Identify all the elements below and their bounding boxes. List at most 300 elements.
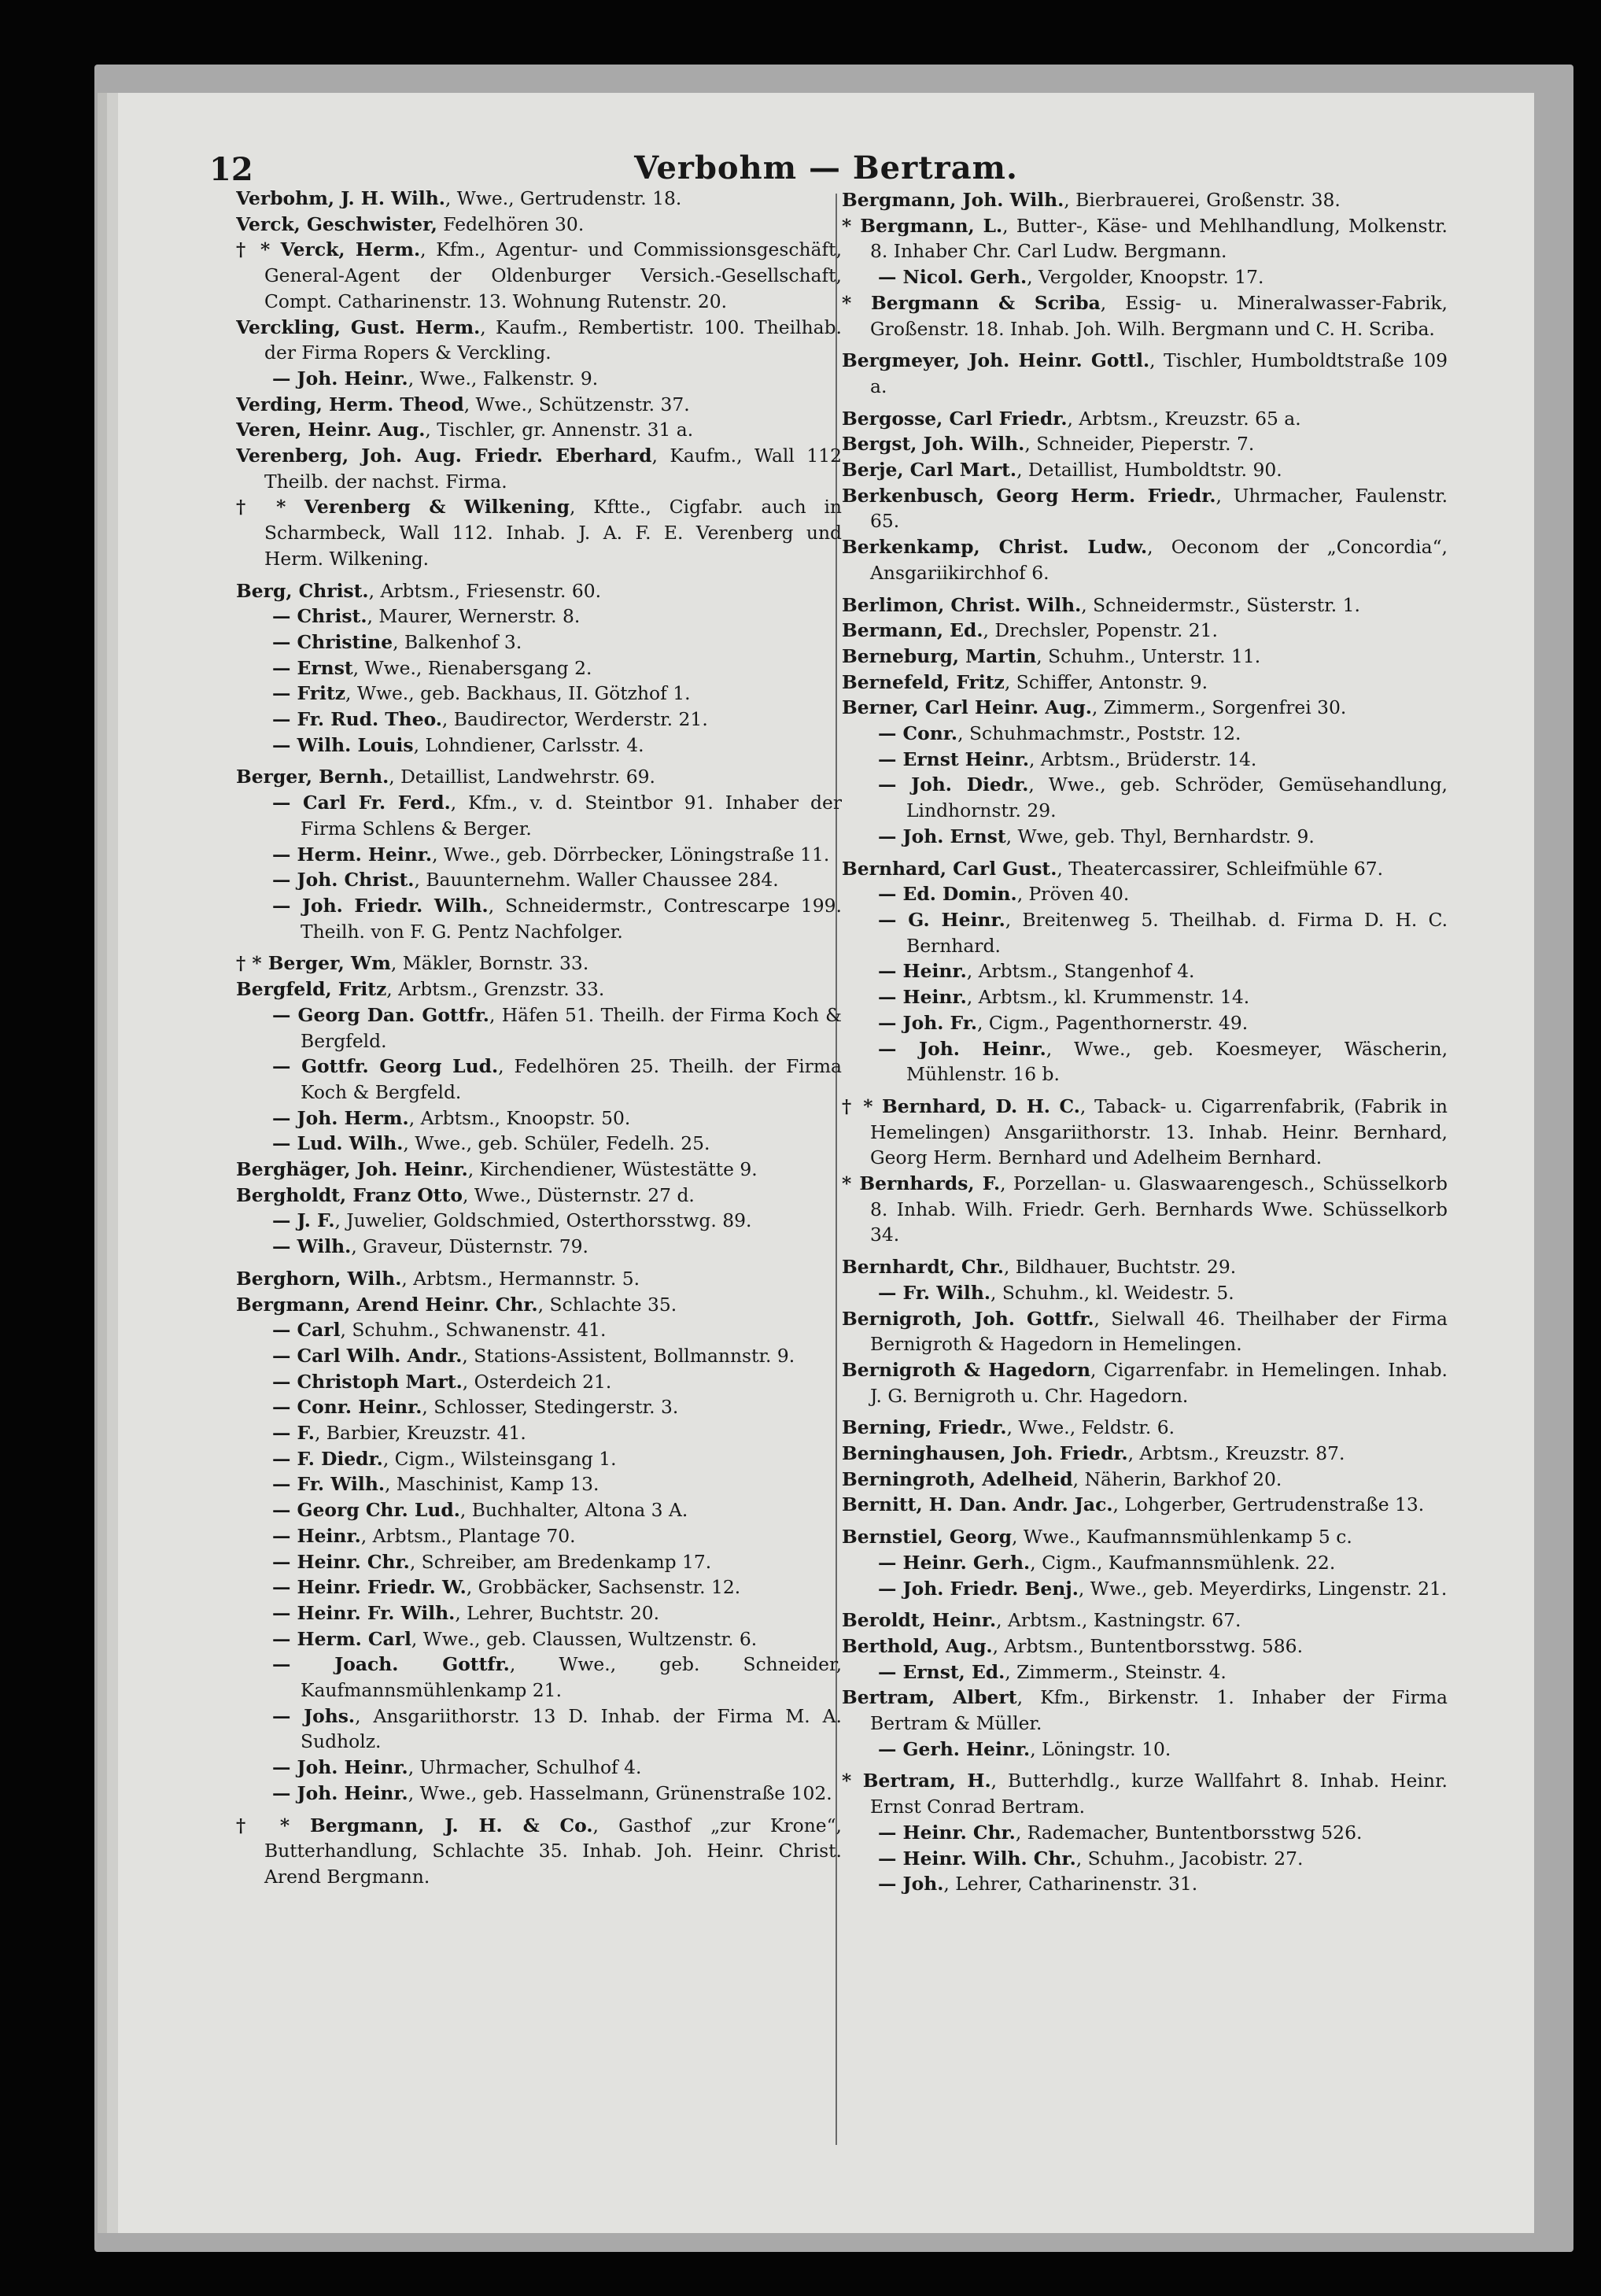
entry-name: — Heinr. Chr. bbox=[272, 1550, 410, 1573]
entry-name: Verck, Herm. bbox=[280, 238, 421, 261]
entry-details: , Arbtsm., Hermannstr. 5. bbox=[401, 1267, 640, 1290]
entry-details: , Uhrmacher, Schulhof 4. bbox=[408, 1756, 642, 1779]
entry-name: Verding, Herm. Theod bbox=[236, 393, 464, 415]
directory-entry bbox=[236, 417, 842, 443]
entry-name: Bergmann, Joh. Wilh. bbox=[842, 189, 1064, 211]
running-head: Verbohm — Bertram. bbox=[634, 149, 1018, 186]
entry-details: , Kaufm., Wall 112 Theilb. der nachst. Firma. bbox=[264, 445, 842, 493]
entry-name: Verckling, Gust. Herm. bbox=[236, 316, 481, 338]
directory-entry bbox=[236, 186, 842, 212]
entry-name: — Joh. Herm. bbox=[272, 1106, 409, 1129]
entry-details: , Wwe., Rienabersgang 2. bbox=[352, 656, 592, 679]
directory-entry bbox=[842, 1608, 1448, 1633]
entry-details: , Häfen 51. Theilh. der Firma Koch & Bergfeld. bbox=[301, 1003, 842, 1052]
entry-name: Berner, Carl Heinr. Aug. bbox=[842, 696, 1092, 719]
directory-entry bbox=[236, 1157, 842, 1183]
directory-entry bbox=[842, 1768, 1448, 1819]
entry-details: , Wwe., Kaufmannsmühlenkamp 5 c. bbox=[1012, 1526, 1352, 1549]
directory-entry bbox=[236, 1574, 842, 1600]
directory-entry bbox=[842, 431, 1448, 457]
entry-name: Bergmann, Arend Heinr. Chr. bbox=[236, 1293, 538, 1316]
left-column bbox=[236, 186, 842, 1890]
right-column bbox=[842, 187, 1448, 1897]
entry-name: Bergst, Joh. Wilh. bbox=[842, 433, 1025, 456]
entry-name: Berning, Friedr. bbox=[842, 1416, 1007, 1439]
entry-name: Beroldt, Heinr. bbox=[842, 1609, 997, 1632]
entry-details: , Gasthof „zur Krone“, Butterhandlung, Schlachte 35. Inhab. Joh. Heinr. Christ. Arend Bergmann. bbox=[264, 1814, 842, 1888]
entry-details: , Wwe., geb. Meyerdirks, Lingenstr. 21. bbox=[1078, 1577, 1448, 1600]
entry-name: Berje, Carl Mart. bbox=[842, 459, 1017, 482]
directory-entry bbox=[236, 1208, 842, 1234]
entry-name: — Joh. Ernst bbox=[878, 825, 1006, 847]
directory-entry bbox=[236, 578, 842, 604]
entry-name: Berghäger, Joh. Heinr. bbox=[236, 1158, 468, 1181]
entry-name: Verck, Geschwister, bbox=[236, 212, 437, 235]
entry-details: , Wwe., geb. Koesmeyer, Wäscherin, Mühlenstr. 16 b. bbox=[906, 1037, 1448, 1086]
directory-entry bbox=[842, 856, 1448, 882]
entry-name: — Joh. Heinr. bbox=[272, 1756, 408, 1779]
entry-details: , Arbtsm., Brüderstr. 14. bbox=[1029, 747, 1257, 770]
directory-entry bbox=[236, 315, 842, 366]
directory-entry bbox=[236, 1054, 842, 1105]
directory-entry bbox=[236, 1813, 842, 1890]
entry-details: , Theatercassirer, Schleifmühle 67. bbox=[1057, 857, 1384, 880]
directory-entry bbox=[236, 1523, 842, 1549]
directory-entry bbox=[842, 483, 1448, 534]
directory-entry bbox=[842, 1820, 1448, 1846]
entry-name: — Georg Chr. Lud. bbox=[272, 1499, 460, 1522]
entry-name: — Wilh. Louis bbox=[272, 733, 414, 756]
entry-details: , Kfm., Birkenstr. 1. Inhaber der Firma Bertram & Müller. bbox=[870, 1686, 1448, 1735]
entry-name: — Ernst bbox=[272, 656, 353, 679]
directory-entry bbox=[236, 655, 842, 681]
entry-marker: † * bbox=[236, 952, 268, 975]
entry-name: — Heinr. Friedr. W. bbox=[272, 1576, 467, 1599]
entry-name: — G. Heinr. bbox=[878, 908, 1005, 931]
entry-details: , Zimmerm., Steinstr. 4. bbox=[1005, 1660, 1227, 1683]
entry-details: , Butter-, Käse- und Mehlhandlung, Molkenstr. 8. Inhaber Chr. Carl Ludw. Bergmann. bbox=[870, 214, 1448, 263]
entry-name: Bernhard, Carl Gust. bbox=[842, 857, 1057, 880]
entry-name: Bernefeld, Fritz bbox=[842, 670, 1005, 693]
directory-entry bbox=[236, 604, 842, 629]
entry-details: , Wwe., geb. Schüler, Fedelh. 25. bbox=[403, 1132, 710, 1155]
entry-name: Bernigroth, Joh. Gottfr. bbox=[842, 1307, 1094, 1330]
entry-name: — F. bbox=[272, 1422, 315, 1445]
directory-entry bbox=[842, 721, 1448, 747]
entry-name: — Gottfr. Georg Lud. bbox=[272, 1055, 499, 1078]
entry-details: , Rademacher, Buntentborsstwg 526. bbox=[1015, 1821, 1363, 1844]
directory-entry bbox=[236, 392, 842, 418]
entry-details: , Schiffer, Antonstr. 9. bbox=[1004, 670, 1208, 693]
entry-name: — Fr. Wilh. bbox=[878, 1281, 990, 1304]
entry-name: Berg, Christ. bbox=[236, 579, 369, 602]
directory-entry bbox=[842, 824, 1448, 850]
directory-entry bbox=[236, 1266, 842, 1292]
entry-details: , Schneider, Pieperstr. 7. bbox=[1024, 433, 1255, 456]
directory-entry bbox=[842, 695, 1448, 721]
directory-entry bbox=[236, 764, 842, 790]
entry-name: — Joh. Christ. bbox=[272, 869, 415, 891]
directory-entry bbox=[236, 1394, 842, 1420]
entry-name: — Heinr. bbox=[878, 986, 967, 1009]
entry-name: — Carl Fr. Ferd. bbox=[272, 792, 451, 814]
entry-name: — Joh. Friedr. Benj. bbox=[878, 1577, 1079, 1600]
entry-name: Verenberg, Joh. Aug. Friedr. Eberhard bbox=[236, 445, 652, 467]
directory-entry bbox=[842, 907, 1448, 958]
entry-name: — Conr. bbox=[878, 722, 958, 745]
entry-details: , Vergolder, Knoopstr. 17. bbox=[1027, 266, 1264, 289]
directory-entry bbox=[842, 618, 1448, 644]
directory-entry bbox=[842, 670, 1448, 696]
directory-entry bbox=[236, 1446, 842, 1472]
entry-details: , Arbtsm., Stangenhof 4. bbox=[966, 960, 1195, 983]
entry-details: , Schuhm., Jacobistr. 27. bbox=[1075, 1847, 1304, 1870]
entry-details: , Wwe., Düsternstr. 27 d. bbox=[462, 1183, 695, 1206]
directory-entry bbox=[842, 881, 1448, 907]
entry-details: , Sielwall 46. Theilhaber der Firma Bernigroth & Hagedorn in Hemelingen. bbox=[870, 1307, 1448, 1356]
entry-details: , Barbier, Kreuzstr. 41. bbox=[314, 1422, 526, 1445]
entry-name: — Heinr. Wilh. Chr. bbox=[878, 1847, 1076, 1870]
entry-details: , Breitenweg 5. Theilhab. d. Firma D. H. C. Bernhard. bbox=[906, 908, 1448, 957]
entry-name: — Heinr. Chr. bbox=[878, 1821, 1016, 1844]
entry-name: — Fr. Wilh. bbox=[272, 1473, 385, 1496]
directory-entry bbox=[236, 1497, 842, 1523]
entry-details: , Osterdeich 21. bbox=[462, 1370, 612, 1393]
directory-entry bbox=[842, 1467, 1448, 1493]
entry-name: Berkenkamp, Christ. Ludw. bbox=[842, 536, 1148, 559]
directory-entry bbox=[842, 1633, 1448, 1659]
entry-name: Bergmann & Scriba bbox=[871, 291, 1101, 314]
entry-details: , Juwelier, Goldschmied, Osterthorsstwg. 89. bbox=[334, 1209, 752, 1232]
directory-entry bbox=[236, 1652, 842, 1703]
entry-name: — Herm. Carl bbox=[272, 1627, 411, 1650]
entry-details: , Lohndiener, Carlsstr. 4. bbox=[413, 733, 644, 756]
entry-name: — Heinr. bbox=[878, 960, 967, 983]
entry-name: Veren, Heinr. Aug. bbox=[236, 419, 426, 441]
entry-details: , Wwe., Schützenstr. 37. bbox=[463, 393, 690, 415]
directory-entry bbox=[842, 534, 1448, 585]
entry-name: Berger, Wm bbox=[267, 952, 391, 975]
entry-details: , Cigm., Kaufmannsmühlenk. 22. bbox=[1030, 1551, 1336, 1574]
entry-name: — Heinr. Gerh. bbox=[878, 1551, 1031, 1574]
directory-entry bbox=[236, 1343, 842, 1369]
directory-entry bbox=[236, 1106, 842, 1131]
entry-name: Berneburg, Martin bbox=[842, 644, 1037, 667]
entry-name: — Gerh. Heinr. bbox=[878, 1737, 1031, 1760]
directory-entry bbox=[236, 1471, 842, 1497]
entry-details: , Arbtsm., Kastningstr. 67. bbox=[996, 1609, 1241, 1632]
entry-marker: * bbox=[842, 1172, 860, 1195]
entry-name: Berthold, Aug. bbox=[842, 1634, 993, 1657]
entry-name: — Ernst, Ed. bbox=[878, 1660, 1005, 1683]
entry-name: — Joh. Fr. bbox=[878, 1011, 978, 1034]
directory-entry bbox=[236, 893, 842, 944]
entry-name: Bergholdt, Franz Otto bbox=[236, 1183, 463, 1206]
directory-entry bbox=[842, 747, 1448, 773]
directory-entry bbox=[842, 457, 1448, 483]
directory-entry bbox=[842, 290, 1448, 341]
directory-entry bbox=[842, 1576, 1448, 1602]
entry-details: , Cigm., Pagenthornerstr. 49. bbox=[977, 1011, 1249, 1034]
entry-details: , Schlosser, Stedingerstr. 3. bbox=[422, 1396, 679, 1419]
directory-entry bbox=[236, 707, 842, 733]
entry-details: , Wwe., geb. Schneider, Kaufmannsmühlenkamp 21. bbox=[301, 1653, 842, 1702]
entry-name: — Joh. Friedr. Wilh. bbox=[272, 894, 489, 917]
page-number: 12 bbox=[209, 151, 253, 188]
entry-details: , Essig- u. Mineralwasser-Fabrik, Großenstr. 18. Inhab. Joh. Wilh. Bergmann und C. H. Scriba. bbox=[870, 291, 1448, 340]
entry-details: , Schuhm., Unterstr. 11. bbox=[1036, 644, 1261, 667]
entry-name: — Christ. bbox=[272, 605, 367, 628]
entry-details: , Cigm., Wilsteinsgang 1. bbox=[382, 1447, 617, 1470]
entry-details: , Arbtsm., Friesenstr. 60. bbox=[368, 579, 602, 602]
entry-name: Bernhard, D. H. C. bbox=[882, 1094, 1080, 1117]
entry-details: , Pröven 40. bbox=[1016, 883, 1130, 906]
entry-details: , Kfm., v. d. Steintbor 91. Inhaber der Firma Schlens & Berger. bbox=[301, 792, 842, 840]
entry-name: — J. F. bbox=[272, 1209, 335, 1232]
directory-entry bbox=[842, 1871, 1448, 1897]
entry-name: — Georg Dan. Gottfr. bbox=[272, 1003, 489, 1026]
entry-name: — Joh. Diedr. bbox=[878, 773, 1029, 796]
directory-entry bbox=[236, 443, 842, 494]
directory-entry bbox=[842, 1171, 1448, 1248]
entry-details: , Schuhmachmstr., Poststr. 12. bbox=[957, 722, 1241, 745]
entry-name: Verenberg & Wilkening bbox=[304, 496, 570, 519]
entry-details: , Schneidermstr., Süsterstr. 1. bbox=[1081, 593, 1360, 616]
entry-name: — Johs. bbox=[272, 1704, 356, 1727]
directory-entry bbox=[236, 366, 842, 392]
entry-details: , Stations-Assistent, Bollmannstr. 9. bbox=[462, 1344, 795, 1367]
entry-details: , Löningstr. 10. bbox=[1030, 1737, 1171, 1760]
entry-details: , Drechsler, Popenstr. 21. bbox=[983, 619, 1218, 642]
directory-entry bbox=[236, 1317, 842, 1343]
directory-entry bbox=[236, 629, 842, 655]
entry-name: — Ed. Domin. bbox=[878, 883, 1017, 906]
entry-name: — Joh. Heinr. bbox=[272, 367, 408, 389]
entry-details: , Wwe., geb. Claussen, Wultzenstr. 6. bbox=[411, 1627, 758, 1650]
entry-details: , Schneidermstr., Contrescarpe 199. Theilh. von F. G. Pentz Nachfolger. bbox=[301, 894, 842, 943]
directory-entry bbox=[236, 1183, 842, 1209]
directory-entry bbox=[236, 1420, 842, 1446]
entry-name: — Fr. Rud. Theo. bbox=[272, 708, 442, 731]
entry-details: , Buchhalter, Altona 3 A. bbox=[459, 1499, 688, 1522]
entry-name: — F. Diedr. bbox=[272, 1447, 383, 1470]
entry-name: Bernigroth & Hagedorn bbox=[842, 1358, 1091, 1381]
directory-entry bbox=[842, 592, 1448, 618]
entry-details: , Kfm., Agentur- und Commissionsgeschäft, General-Agent der Oldenburger Versich.-Gesellschaft, Compt. Catharinenstr. 13. Wohnung Rutenstr. 20. bbox=[264, 238, 842, 312]
entry-marker: † * bbox=[236, 1814, 310, 1836]
directory-entry bbox=[236, 976, 842, 1002]
directory-entry bbox=[842, 1524, 1448, 1550]
directory-page bbox=[118, 93, 1534, 2233]
entry-marker: † * bbox=[842, 1094, 883, 1117]
directory-entry bbox=[236, 681, 842, 707]
directory-entry bbox=[842, 1094, 1448, 1171]
entry-details: , Arbtsm., Kreuzstr. 65 a. bbox=[1067, 407, 1301, 430]
directory-entry bbox=[236, 1781, 842, 1807]
entry-name: — Christine bbox=[272, 630, 393, 653]
entry-name: Bergmann, J. H. & Co. bbox=[309, 1814, 593, 1836]
entry-details: , Detaillist, Landwehrstr. 69. bbox=[389, 766, 655, 788]
entry-details: , Taback- u. Cigarrenfabrik, (Fabrik in Hemelingen) Ansgariithorstr. 13. Inhab. Heinr. Bernhard, Georg Herm. Bernhard und Adelheim Bernhard. bbox=[870, 1094, 1448, 1169]
directory-entry bbox=[842, 213, 1448, 264]
directory-entry bbox=[236, 1755, 842, 1781]
directory-entry bbox=[236, 1292, 842, 1318]
entry-details: , Wwe., geb. Backhaus, II. Götzhof 1. bbox=[345, 682, 691, 705]
directory-entry bbox=[842, 958, 1448, 984]
directory-entry bbox=[842, 1254, 1448, 1280]
entry-details: , Cigarrenfabr. in Hemelingen. Inhab. J. G. Bernigroth u. Chr. Hagedorn. bbox=[870, 1358, 1448, 1407]
entry-name: — Joh. Heinr. bbox=[878, 1037, 1046, 1060]
entry-marker: * bbox=[842, 214, 861, 237]
entry-name: Bertram, H. bbox=[862, 1770, 991, 1792]
directory-entry bbox=[236, 867, 842, 893]
directory-entry bbox=[842, 1036, 1448, 1087]
entry-details: , Lehrer, Buchtstr. 20. bbox=[455, 1601, 660, 1624]
entry-name: — Carl Wilh. Andr. bbox=[272, 1344, 463, 1367]
entry-name: — Joh. Heinr. bbox=[272, 1781, 408, 1804]
entry-name: Berlimon, Christ. Wilh. bbox=[842, 593, 1082, 616]
entry-name: Berkenbusch, Georg Herm. Friedr. bbox=[842, 484, 1216, 507]
directory-entry bbox=[236, 1369, 842, 1395]
entry-name: Bertram, Albert bbox=[842, 1686, 1017, 1709]
directory-entry bbox=[842, 772, 1448, 823]
directory-entry bbox=[236, 790, 842, 841]
entry-name: Berningroth, Adelheid bbox=[842, 1467, 1073, 1490]
entry-details: , Arbtsm., Kreuzstr. 87. bbox=[1127, 1442, 1345, 1465]
entry-name: Berninghausen, Joh. Friedr. bbox=[842, 1442, 1128, 1465]
directory-entry bbox=[842, 1685, 1448, 1736]
directory-entry bbox=[236, 1131, 842, 1157]
entry-details: , Lehrer, Catharinenstr. 31. bbox=[943, 1873, 1198, 1895]
entry-details: , Lohgerber, Gertrudenstraße 13. bbox=[1112, 1493, 1425, 1516]
entry-details: , Wwe., Gertrudenstr. 18. bbox=[445, 187, 682, 209]
directory-entry bbox=[842, 1306, 1448, 1357]
entry-marker: † * bbox=[236, 238, 281, 261]
entry-name: — Conr. Heinr. bbox=[272, 1396, 422, 1419]
entry-details: , Wwe., geb. Hasselmann, Grünenstraße 102. bbox=[408, 1781, 832, 1804]
entry-details: , Arbtsm., Grenzstr. 33. bbox=[386, 978, 605, 1001]
directory-entry bbox=[842, 644, 1448, 670]
entry-marker: * bbox=[842, 1770, 863, 1792]
directory-entry bbox=[842, 1550, 1448, 1576]
entry-name: — Fritz bbox=[272, 682, 346, 705]
entry-name: — Joh. bbox=[878, 1873, 944, 1895]
entry-details: , Graveur, Düsternstr. 79. bbox=[351, 1235, 588, 1258]
entry-details: , Schuhm., kl. Weidestr. 5. bbox=[990, 1281, 1234, 1304]
entry-name: — Lud. Wilh. bbox=[272, 1132, 404, 1155]
entry-name: Bernhards, F. bbox=[859, 1172, 1001, 1195]
entry-details: , Zimmerm., Sorgenfrei 30. bbox=[1091, 696, 1347, 719]
entry-details: , Arbtsm., Buntentborsstwg. 586. bbox=[992, 1634, 1303, 1657]
entry-details: , Kftte., Cigfabr. auch in Scharmbeck, Wall 112. Inhab. J. A. F. E. Verenberg und Herm. Wilkening. bbox=[264, 496, 842, 570]
directory-entry bbox=[236, 1549, 842, 1575]
directory-entry bbox=[842, 1441, 1448, 1467]
entry-name: — Herm. Heinr. bbox=[272, 843, 433, 866]
entry-details: , Arbtsm., kl. Krummenstr. 14. bbox=[966, 986, 1250, 1009]
entry-name: — Heinr. bbox=[272, 1524, 361, 1547]
entry-details: , Schlachte 35. bbox=[537, 1293, 677, 1316]
entry-details: , Butterhdlg., kurze Wallfahrt 8. Inhab. Heinr. Ernst Conrad Bertram. bbox=[870, 1770, 1448, 1818]
entry-details: , Baudirector, Werderstr. 21. bbox=[441, 708, 708, 731]
entry-name: — Christoph Mart. bbox=[272, 1370, 463, 1393]
directory-entry bbox=[842, 348, 1448, 399]
directory-entry bbox=[236, 1600, 842, 1626]
entry-name: Bergfeld, Fritz bbox=[236, 978, 387, 1001]
entry-details: , Wwe., Falkenstr. 9. bbox=[408, 367, 599, 389]
directory-entry bbox=[842, 1492, 1448, 1518]
entry-marker: † * bbox=[236, 496, 304, 519]
entry-details: , Porzellan- u. Glaswaarengesch., Schüsselkorb 8. Inhab. Wilh. Friedr. Gerh. Bernhards Wwe. Schüsselkorb 34. bbox=[870, 1172, 1448, 1246]
entry-name: Bermann, Ed. bbox=[842, 619, 983, 642]
entry-details: , Bierbrauerei, Großenstr. 38. bbox=[1064, 189, 1341, 211]
entry-name: — Heinr. Fr. Wilh. bbox=[272, 1601, 456, 1624]
entry-name: Bergmann, L. bbox=[860, 214, 1003, 237]
entry-details: , Arbtsm., Knoopstr. 50. bbox=[408, 1106, 631, 1129]
directory-entry bbox=[236, 237, 842, 314]
entry-details: , Wwe., Feldstr. 6. bbox=[1006, 1416, 1175, 1439]
directory-entry bbox=[842, 984, 1448, 1010]
directory-entry bbox=[236, 212, 842, 238]
entry-details: , Bauunternehm. Waller Chaussee 284. bbox=[414, 869, 779, 891]
entry-name: — Nicol. Gerh. bbox=[878, 266, 1027, 289]
entry-name: — Carl bbox=[272, 1319, 341, 1342]
entry-details: , Näherin, Barkhof 20. bbox=[1072, 1467, 1282, 1490]
directory-entry bbox=[842, 1010, 1448, 1036]
entry-marker: * bbox=[842, 291, 871, 314]
entry-details: , Balkenhof 3. bbox=[393, 630, 522, 653]
directory-entry bbox=[236, 1002, 842, 1054]
entry-details: , Detaillist, Humboldtstr. 90. bbox=[1016, 459, 1282, 482]
entry-details: , Tischler, gr. Annenstr. 31 a. bbox=[425, 419, 694, 441]
entry-name: Verbohm, J. H. Wilh. bbox=[236, 187, 445, 209]
directory-entry bbox=[842, 1415, 1448, 1441]
entry-name: — Joach. Gottfr. bbox=[272, 1653, 510, 1676]
directory-entry bbox=[236, 1704, 842, 1755]
entry-details: , Bildhauer, Buchtstr. 29. bbox=[1003, 1256, 1237, 1279]
entry-details: , Schreiber, am Bredenkamp 17. bbox=[409, 1550, 712, 1573]
directory-entry bbox=[236, 951, 842, 976]
entry-name: Berghorn, Wilh. bbox=[236, 1267, 402, 1290]
entry-details: Fedelhören 30. bbox=[437, 212, 585, 235]
entry-name: Bernhardt, Chr. bbox=[842, 1256, 1004, 1279]
entry-details: , Mäkler, Bornstr. 33. bbox=[390, 952, 589, 975]
entry-details: , Wwe., geb. Dörrbecker, Löningstraße 11. bbox=[432, 843, 830, 866]
entry-details: , Maschinist, Kamp 13. bbox=[384, 1473, 599, 1496]
entry-name: Bernstiel, Georg bbox=[842, 1526, 1013, 1549]
directory-entry bbox=[842, 264, 1448, 290]
entry-name: Bergmeyer, Joh. Heinr. Gottl. bbox=[842, 349, 1150, 372]
entry-name: — Ernst Heinr. bbox=[878, 747, 1030, 770]
directory-entry bbox=[236, 733, 842, 759]
entry-details: , Wwe., geb. Schröder, Gemüsehandlung, Lindhornstr. 29. bbox=[906, 773, 1448, 822]
entry-name: Bernitt, H. Dan. Andr. Jac. bbox=[842, 1493, 1113, 1516]
directory-entry bbox=[842, 1846, 1448, 1872]
entry-details: , Uhrmacher, Faulenstr. 65. bbox=[870, 484, 1448, 533]
directory-entry bbox=[842, 1357, 1448, 1408]
entry-name: Bergosse, Carl Friedr. bbox=[842, 407, 1068, 430]
entry-details: , Fedelhören 25. Theilh. der Firma Koch & Bergfeld. bbox=[301, 1055, 842, 1103]
entry-details: , Schuhm., Schwanenstr. 41. bbox=[340, 1319, 607, 1342]
directory-entry bbox=[842, 406, 1448, 432]
directory-entry bbox=[842, 1737, 1448, 1763]
directory-entry bbox=[236, 1626, 842, 1652]
entry-details: , Arbtsm., Plantage 70. bbox=[360, 1524, 576, 1547]
directory-entry bbox=[236, 842, 842, 868]
directory-entry bbox=[842, 1659, 1448, 1685]
directory-entry bbox=[842, 187, 1448, 213]
directory-entry bbox=[236, 1234, 842, 1260]
entry-name: Berger, Bernh. bbox=[236, 766, 389, 788]
